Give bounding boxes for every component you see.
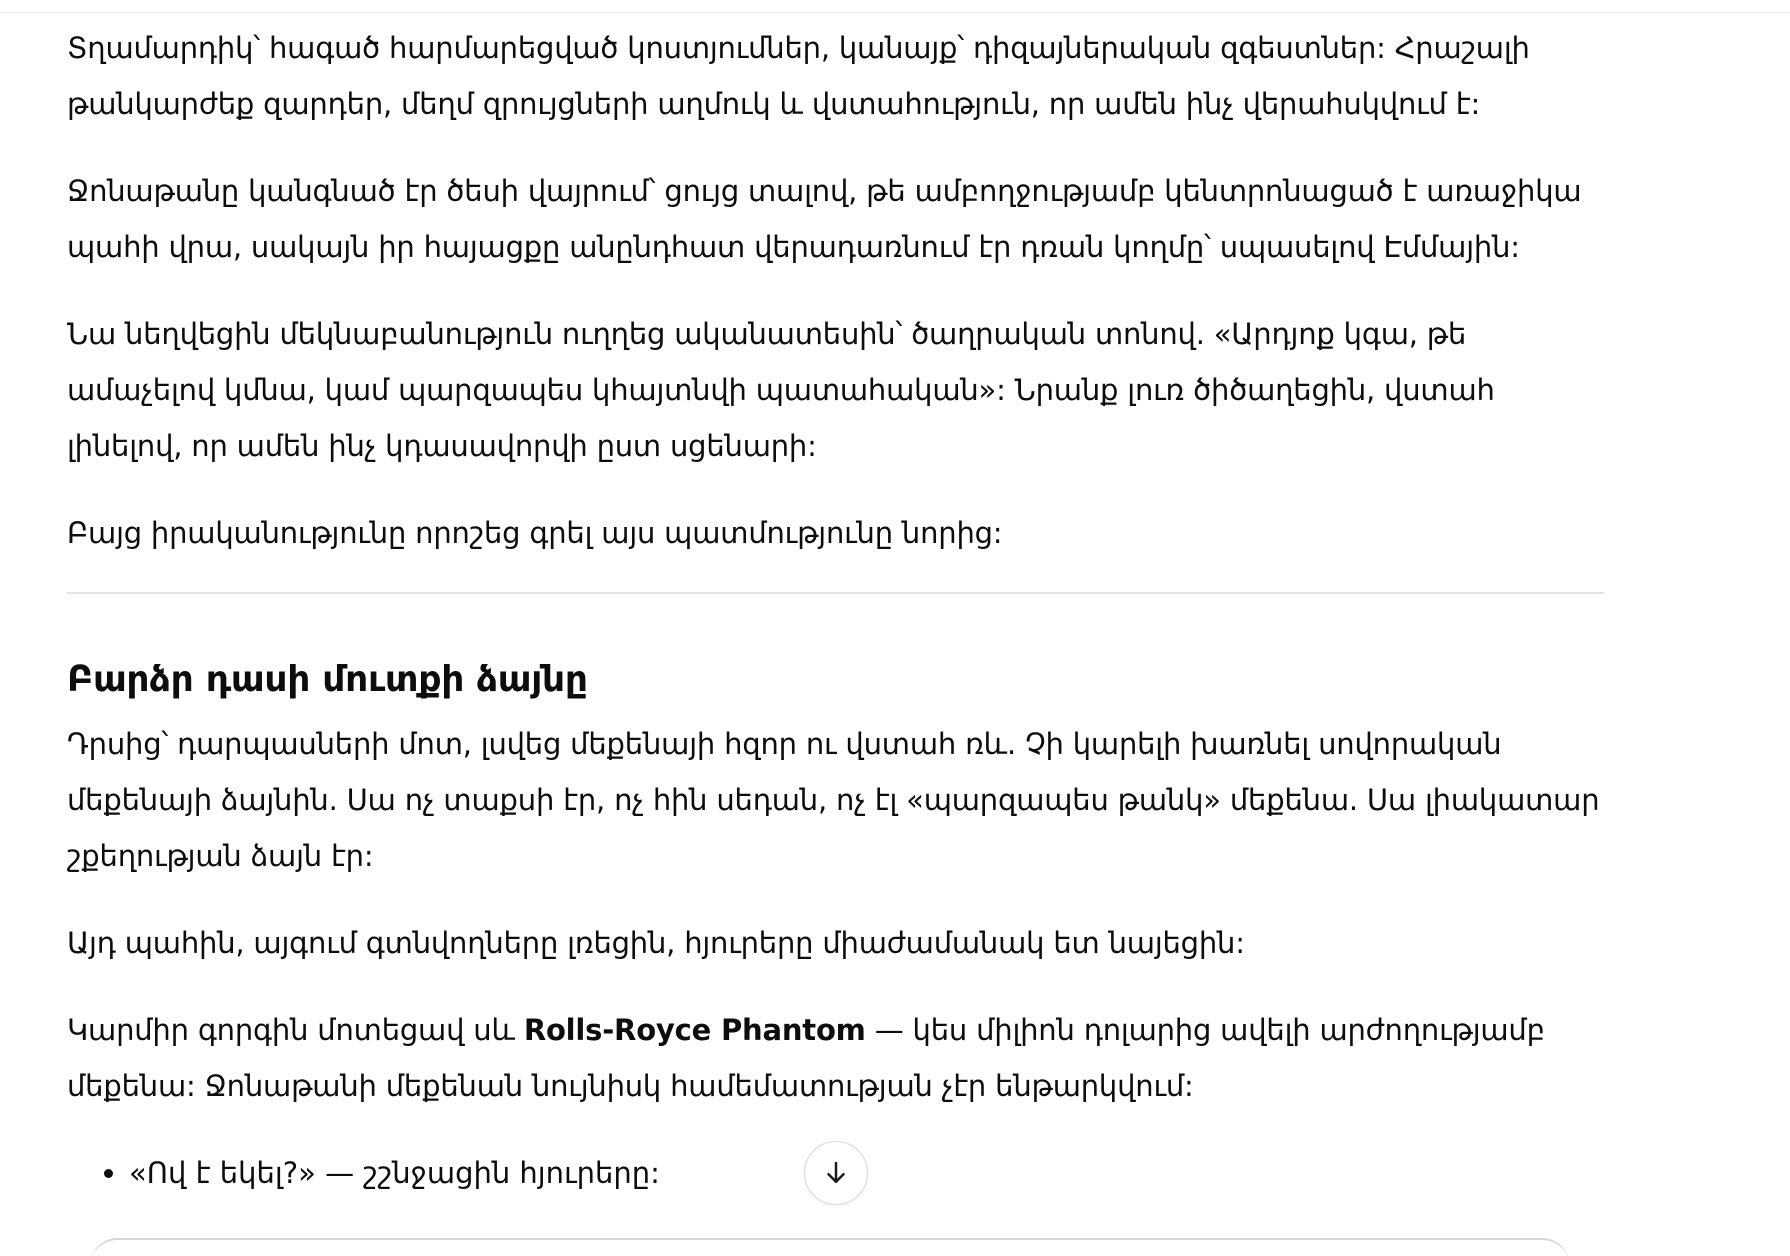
section-heading: Բարձր դասի մուտքի ձայնը [67,659,588,700]
text-segment: Կարմիր գորգին մոտեցավ սև [67,1013,524,1047]
paragraph: Նա նեղվեցին մեկնաբանություն ուղղեց ականատեսին՝ ծաղրական տոնով. «Արդյոք կգա, թե ամաչելով կմնա, կամ պարզապես կհայտնվի պատահական»: Նրանք լուռ ծիծաղեցին, վստահ լինելով, որ ամեն ինչ կդասավորվի ըստ սցենարի: [67,317,1495,463]
text-segment: — կես միլիոն դոլարից ավելի արժողությամբ մեքենա: Ջոնաթանի մեքենան նույնիսկ համեմատության չէր ենթարկվում: [67,1013,1545,1103]
arrow-down-icon [821,1158,851,1188]
message-content [67,20,1612,1201]
top-divider [0,12,1790,13]
paragraph: Ջոնաթանը կանգնած էր ծեսի վայրում՝ ցույց տալով, թե ամբողջությամբ կենտրոնացած է առաջիկա պահի վրա, սակայն իր հայացքը անընդհատ վերադառնում էր դռան կողմը՝ սպասելով Էմմային: [67,174,1582,264]
paragraph: Այդ պահին, այգում գտնվողները լռեցին, հյուրերը միաժամանակ ետ նայեցին: [67,926,1245,960]
list-item: • «Ով է եկել?» — շշնջացին հյուրերը: [129,1145,1612,1201]
composer-edge [90,1238,1570,1256]
paragraph: Տղամարդիկ՝ հագած հարմարեցված կոստյումներ, կանայք՝ դիզայներական զգեստներ: Հրաշալի թանկարժեք զարդեր, մեղմ զրույցների աղմուկ և վստահություն, որ ամեն ինչ վերահսկվում է: [67,31,1530,121]
section-divider [67,592,1604,594]
paragraph: Դրսից՝ դարպասների մոտ, լսվեց մեքենայի հզոր ու վստահ ռև. Չի կարելի խառնել սովորական մեքենայի ձայնին. Սա ոչ տաքսի էր, ոչ հին սեդան, ոչ էլ «պարզապես թանկ» մեքենա. Սա լիակատար շքեղության ձայն էր: [67,727,1600,873]
bold-car-name: Rolls-Royce Phantom [523,1013,866,1047]
paragraph: Բայց իրականությունը որոշեց գրել այս պատմությունը նորից: [67,516,1003,550]
paragraph-with-bold [67,1002,1612,1114]
scroll-to-bottom-button[interactable] [804,1141,868,1205]
